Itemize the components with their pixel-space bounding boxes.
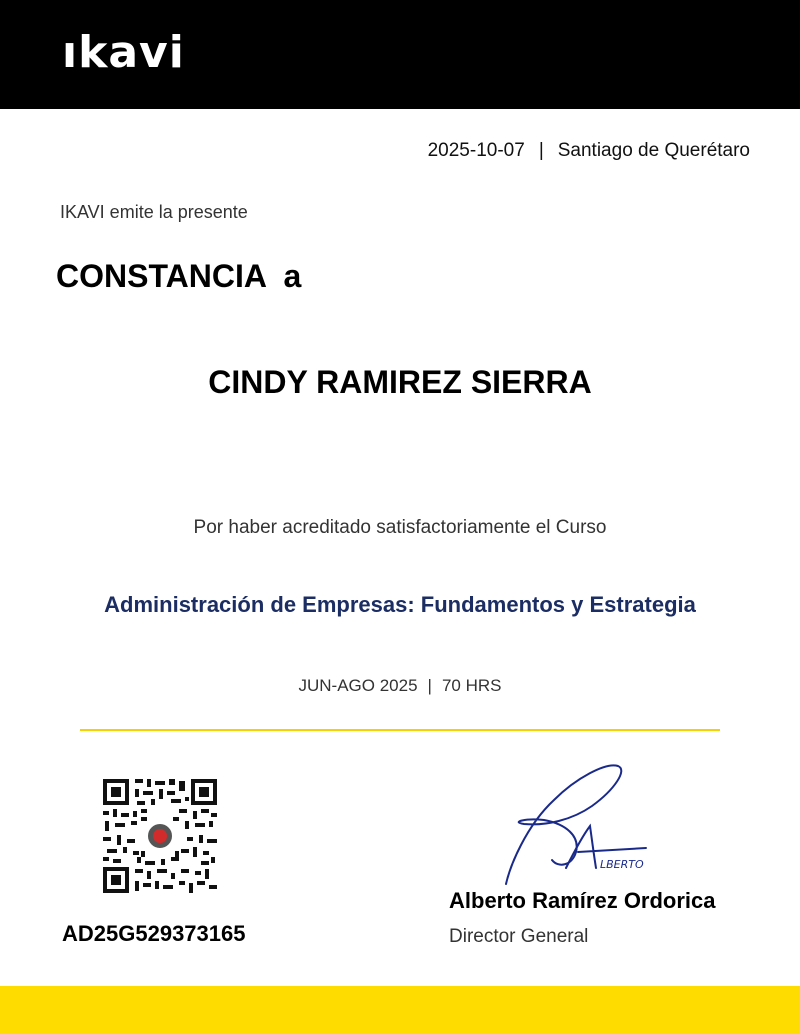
- footer-band: [0, 986, 800, 1034]
- header-band: [0, 0, 800, 109]
- signer-role: Director General: [449, 926, 589, 947]
- issue-place: Santiago de Querétaro: [557, 140, 750, 161]
- yellow-divider: [80, 729, 720, 731]
- signature-graphic: [496, 756, 676, 891]
- period-hours: 70 HRS: [441, 676, 502, 695]
- qr-badge-dot: [153, 829, 167, 843]
- signer-name: Alberto Ramírez Ordorica: [449, 888, 716, 913]
- document-title: CONSTANCIA a: [56, 258, 302, 294]
- dateline-separator: |: [538, 140, 544, 161]
- verification-folio: AD25G529373165: [62, 921, 246, 946]
- ikavi-logo: ıkavi: [62, 27, 185, 78]
- handwritten-signature: [496, 756, 676, 891]
- period-separator: |: [427, 676, 432, 695]
- qr-code-icon[interactable]: [101, 777, 219, 895]
- course-period: [0, 676, 800, 696]
- issuer-text: IKAVI emite la presente: [60, 202, 248, 222]
- period-dates: JUN-AGO 2025: [298, 676, 418, 695]
- qr-center-badge-icon: [145, 821, 175, 851]
- dateline: [428, 140, 750, 162]
- issue-date: 2025-10-07: [427, 140, 525, 161]
- signature-lettering: LBERTO: [600, 858, 644, 871]
- course-name: Administración de Empresas: Fundamentos y Estrategia: [104, 592, 696, 617]
- reason-text: Por haber acreditado satisfactoriamente el Curso: [193, 517, 607, 538]
- recipient-name: CINDY RAMIREZ SIERRA: [208, 364, 592, 400]
